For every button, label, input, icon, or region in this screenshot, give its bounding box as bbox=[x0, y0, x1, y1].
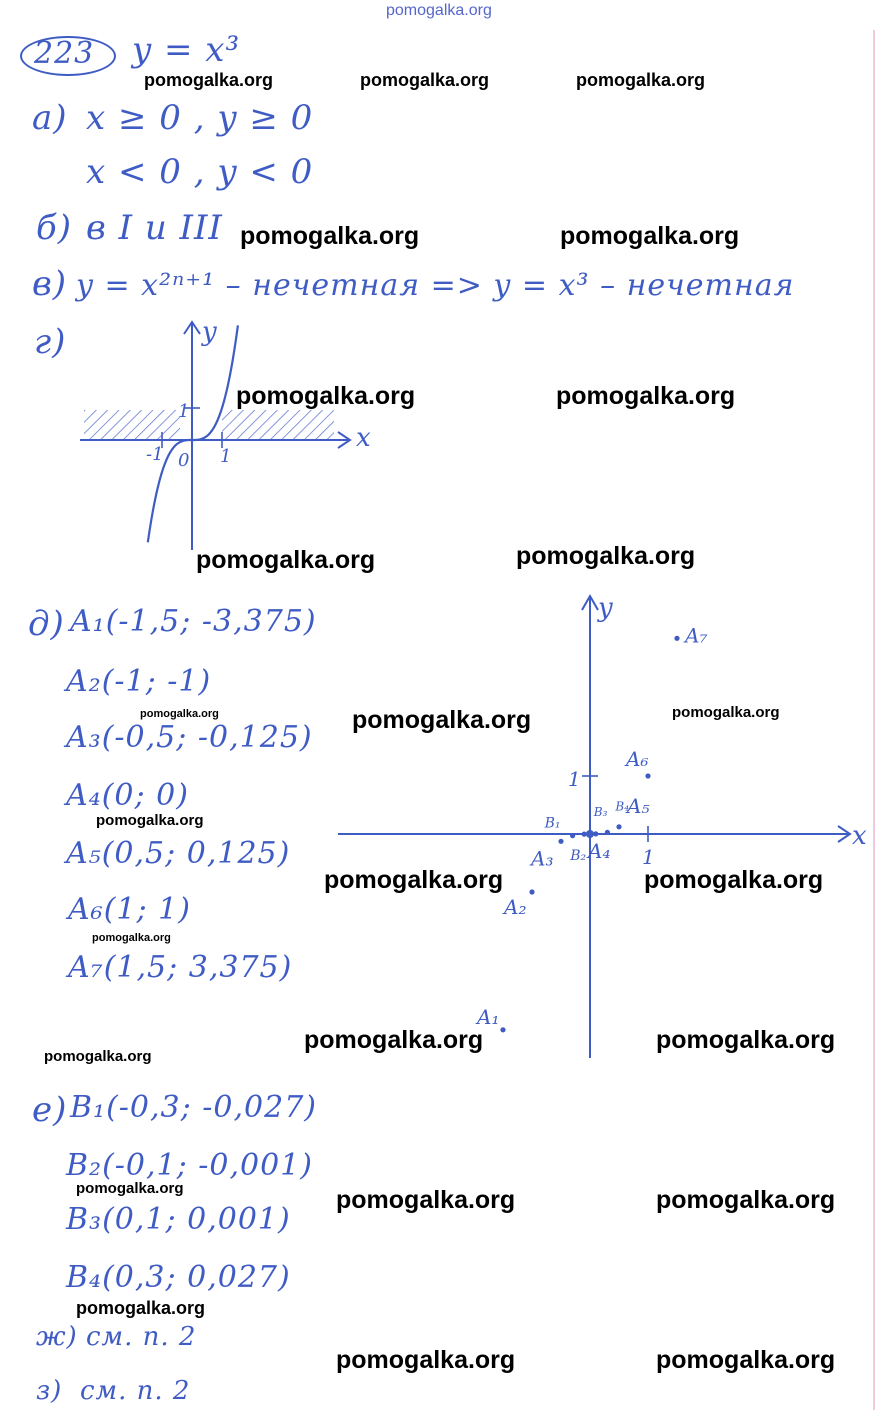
point-b4: B₄(0,3; 0,027) bbox=[66, 1260, 291, 1295]
part-b-text: в I и III bbox=[86, 208, 223, 248]
watermark: pomogalka.org bbox=[140, 708, 219, 720]
hatched-region-right bbox=[222, 410, 334, 440]
plot-point-label: A₇ bbox=[685, 623, 708, 648]
watermark: pomogalka.org bbox=[656, 1026, 836, 1054]
watermark: pomogalka.org bbox=[144, 70, 274, 90]
part-a-label: а) bbox=[32, 98, 68, 138]
point-a7: A₇(1,5; 3,375) bbox=[68, 950, 293, 985]
graph-x-label: x bbox=[356, 423, 371, 453]
plot-point-label: A₄ bbox=[588, 839, 611, 863]
graph-y-label: y bbox=[202, 317, 217, 347]
watermark: pomogalka.org bbox=[336, 1346, 516, 1374]
plot-point-label: A₃ bbox=[531, 846, 554, 871]
plot-point bbox=[616, 824, 621, 829]
point-b1: B₁(-0,3; -0,027) bbox=[70, 1090, 317, 1125]
point-a5: A₅(0,5; 0,125) bbox=[66, 836, 291, 871]
part-g-label: г) bbox=[34, 322, 67, 362]
plot-point bbox=[529, 889, 534, 894]
watermark: pomogalka.org bbox=[304, 1026, 484, 1054]
plot-point-label: A₆ bbox=[626, 747, 649, 771]
part-v-label: в) bbox=[32, 264, 68, 304]
watermark: pomogalka.org bbox=[336, 1186, 516, 1214]
function-title: y = x³ bbox=[132, 30, 241, 70]
point-a6: A₆(1; 1) bbox=[68, 892, 191, 927]
point-b2: B₂(-0,1; -0,001) bbox=[66, 1148, 313, 1183]
cubic-graph-sketch bbox=[70, 300, 410, 560]
watermark: pomogalka.org bbox=[352, 706, 532, 734]
part-z-text: см. п. 2 bbox=[80, 1376, 191, 1406]
watermark: pomogalka.org bbox=[92, 932, 171, 944]
hatched-region-left bbox=[84, 410, 180, 440]
plot-tick-label-y1: 1 bbox=[568, 767, 581, 791]
plot-point bbox=[605, 830, 610, 835]
point-a3: A₃(-0,5; -0,125) bbox=[66, 720, 313, 755]
watermark: pomogalka.org bbox=[556, 382, 736, 410]
watermark: pomogalka.org bbox=[672, 704, 780, 721]
watermark: pomogalka.org bbox=[240, 222, 420, 250]
plot-point-label: A₂ bbox=[504, 895, 527, 919]
plot-tick-label-x1: 1 bbox=[642, 845, 655, 869]
plot-point-label: A₅ bbox=[627, 793, 650, 818]
watermark: pomogalka.org bbox=[560, 222, 740, 250]
part-b-label: б) bbox=[36, 208, 73, 248]
part-a-line2: x < 0 , y < 0 bbox=[86, 152, 314, 192]
point-a2: A₂(-1; -1) bbox=[66, 664, 212, 699]
exercise-number: 223 bbox=[34, 36, 95, 71]
plot-point bbox=[645, 773, 650, 778]
watermark: pomogalka.org bbox=[656, 1186, 836, 1214]
plot-point-label: B₃ bbox=[593, 804, 608, 819]
plot-point-label: B₂ bbox=[570, 848, 587, 865]
plot-y-label: y bbox=[598, 593, 613, 623]
plot-point bbox=[570, 833, 575, 838]
part-zh-text: см. п. 2 bbox=[86, 1322, 197, 1352]
graph-tick-label-origin: 0 bbox=[178, 450, 190, 471]
part-z-label: з) bbox=[36, 1376, 63, 1406]
watermark: pomogalka.org bbox=[324, 866, 504, 894]
part-d-label: д) bbox=[28, 604, 65, 644]
watermark: pomogalka.org bbox=[236, 382, 416, 410]
plot-point-label: A₁ bbox=[477, 1004, 500, 1029]
part-zh-label: ж) bbox=[36, 1322, 78, 1352]
watermark: pomogalka.org bbox=[360, 70, 490, 90]
point-a1: A₁(-1,5; -3,375) bbox=[70, 604, 317, 639]
plot-points bbox=[475, 623, 707, 1032]
page-edge-line bbox=[873, 30, 875, 1410]
watermark: pomogalka.org bbox=[76, 1180, 184, 1197]
point-b3: B₃(0,1; 0,001) bbox=[66, 1202, 291, 1237]
watermark: pomogalka.org bbox=[44, 1048, 152, 1065]
watermark: pomogalka.org bbox=[96, 812, 204, 829]
watermark: pomogalka.org bbox=[656, 1346, 836, 1374]
plot-x-label: x bbox=[852, 821, 867, 851]
plot-point bbox=[674, 636, 679, 641]
graph-tick-label-xneg1: -1 bbox=[146, 444, 164, 465]
graph-tick-label-y1: 1 bbox=[178, 401, 190, 422]
points-plot bbox=[330, 586, 870, 1066]
plot-point bbox=[593, 831, 598, 836]
plot-axes bbox=[338, 593, 867, 1058]
plot-point-label: B₁ bbox=[544, 815, 561, 832]
plot-point bbox=[500, 1027, 505, 1032]
part-e-label: е) bbox=[32, 1090, 68, 1130]
watermark: pomogalka.org bbox=[644, 866, 824, 894]
plot-point bbox=[582, 832, 587, 837]
watermark: pomogalka.org bbox=[576, 70, 706, 90]
site-header[interactable]: pomogalka.org bbox=[386, 2, 492, 19]
plot-point bbox=[586, 830, 594, 838]
point-a4: A₄(0; 0) bbox=[66, 778, 189, 813]
part-a-line1: x ≥ 0 , y ≥ 0 bbox=[86, 98, 314, 138]
watermark: pomogalka.org bbox=[196, 546, 376, 574]
graph-tick-label-x1: 1 bbox=[220, 446, 232, 467]
plot-point bbox=[558, 839, 563, 844]
watermark: pomogalka.org bbox=[516, 542, 696, 570]
plot-point-label: B₄ bbox=[615, 799, 630, 814]
watermark: pomogalka.org bbox=[76, 1298, 206, 1318]
part-v-text: y = x²ⁿ⁺¹ – нечетная => y = x³ – нечетная bbox=[76, 268, 795, 303]
